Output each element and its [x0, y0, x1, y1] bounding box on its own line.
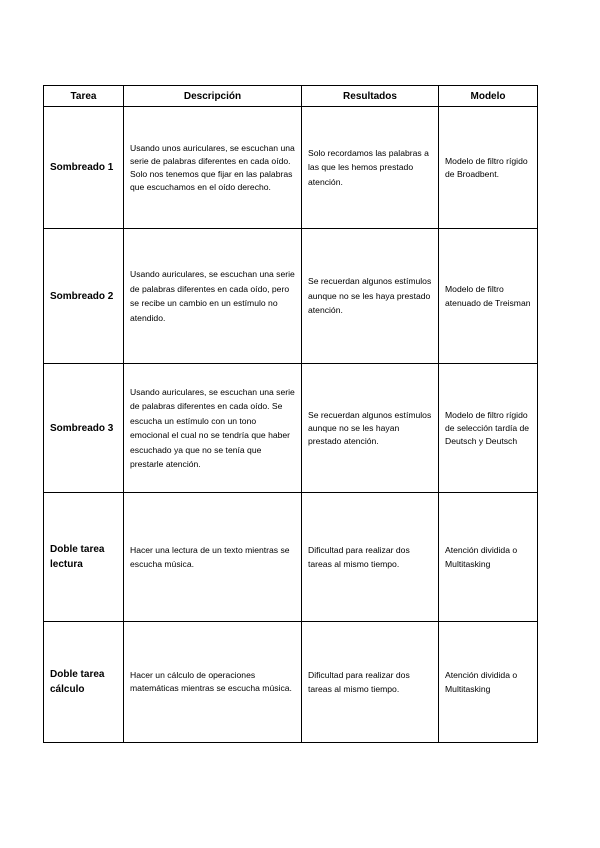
cell-tarea: Doble tarea lectura	[44, 493, 124, 622]
cell-tarea: Doble tarea cálculo	[44, 622, 124, 743]
cell-modelo: Atención dividida o Multitasking	[439, 622, 538, 743]
table-row	[44, 229, 538, 364]
cell-modelo: Atención dividida o Multitasking	[439, 493, 538, 622]
cell-resultados: Solo recordamos las palabras a las que les hemos prestado atención.	[302, 107, 439, 229]
cell-tarea: Sombreado 3	[44, 364, 124, 493]
table-header-row	[44, 86, 538, 107]
cell-descripcion: Usando auriculares, se escuchan una serie de palabras diferentes en cada oído. Se escucha un estímulo con un tono emocional el cual no se tendría que haber escuchado ya que no se tenía que prestarle atención.	[124, 364, 302, 493]
attention-tasks-table	[43, 85, 538, 743]
table-row	[44, 364, 538, 493]
cell-descripcion: Hacer una lectura de un texto mientras se escucha música.	[124, 493, 302, 622]
cell-modelo: Modelo de filtro rígido de selección tardía de Deutsch y Deutsch	[439, 364, 538, 493]
cell-resultados: Se recuerdan algunos estímulos aunque no se les haya prestado atención.	[302, 229, 439, 364]
cell-descripcion: Usando auriculares, se escuchan una serie de palabras diferentes en cada oído, pero se recibe un cambio en un estímulo no atendido.	[124, 229, 302, 364]
cell-resultados: Dificultad para realizar dos tareas al mismo tiempo.	[302, 493, 439, 622]
header-tarea: Tarea	[44, 86, 124, 107]
cell-modelo: Modelo de filtro atenuado de Treisman	[439, 229, 538, 364]
header-descripcion: Descripción	[124, 86, 302, 107]
cell-descripcion: Usando unos auriculares, se escuchan una serie de palabras diferentes en cada oído. Solo nos tenemos que fijar en las palabras que escuchamos en el oído derecho.	[124, 107, 302, 229]
cell-tarea: Sombreado 1	[44, 107, 124, 229]
header-resultados: Resultados	[302, 86, 439, 107]
table-row	[44, 493, 538, 622]
cell-modelo: Modelo de filtro rígido de Broadbent.	[439, 107, 538, 229]
table-row	[44, 107, 538, 229]
table-row	[44, 622, 538, 743]
cell-resultados: Se recuerdan algunos estímulos aunque no se les hayan prestado atención.	[302, 364, 439, 493]
cell-resultados: Dificultad para realizar dos tareas al mismo tiempo.	[302, 622, 439, 743]
header-modelo: Modelo	[439, 86, 538, 107]
cell-descripcion: Hacer un cálculo de operaciones matemáticas mientras se escucha música.	[124, 622, 302, 743]
cell-tarea: Sombreado 2	[44, 229, 124, 364]
